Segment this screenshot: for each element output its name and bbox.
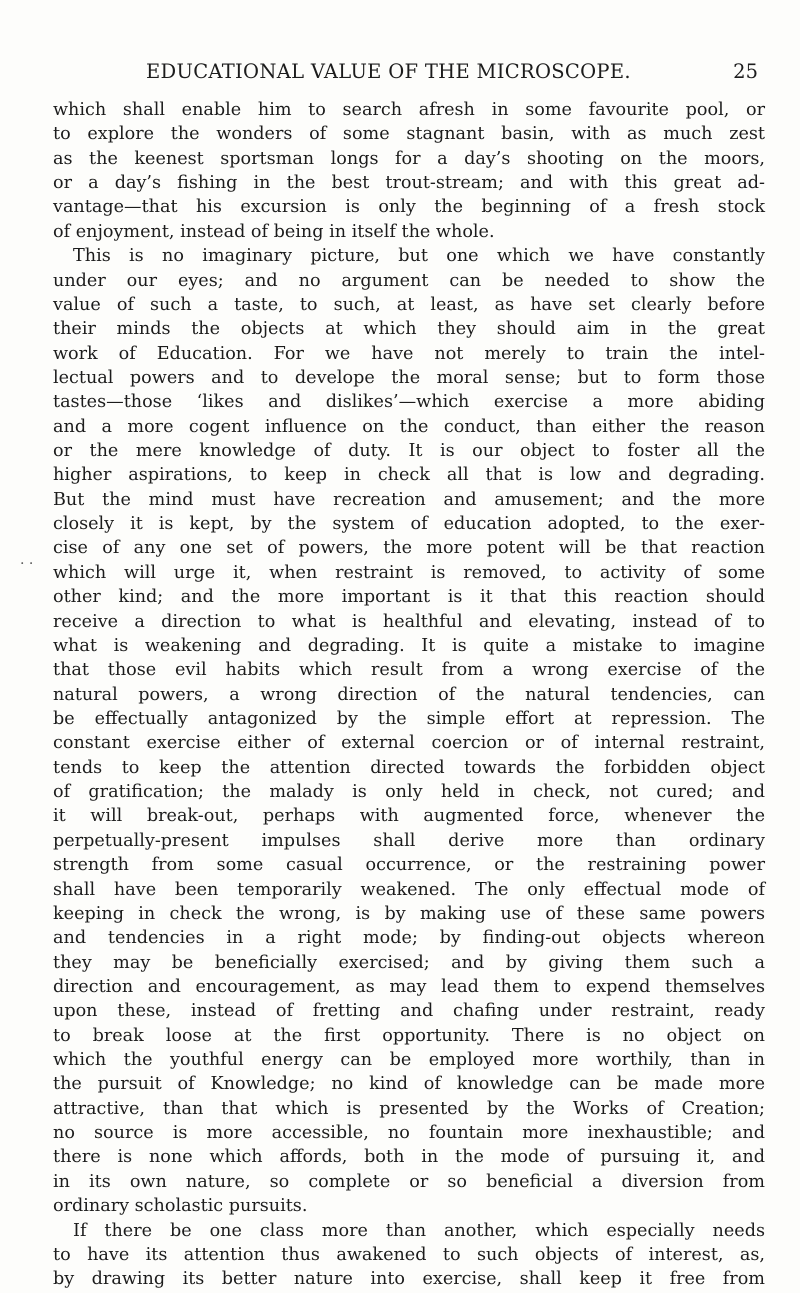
body-text bbox=[53, 98, 765, 1292]
text-line: by drawing its better nature into exercise, shall keep it free from bbox=[53, 1269, 765, 1290]
text-line: natural powers, a wrong direction of the natural tendencies, can bbox=[53, 684, 765, 705]
text-line: to explore the wonders of some stagnant basin, with as much zest bbox=[53, 124, 765, 145]
text-line: ordinary scholastic pursuits. bbox=[53, 1196, 308, 1217]
text-line: and tendencies in a right mode; by finding-out objects whereon bbox=[53, 928, 765, 949]
text-line: keeping in check the wrong, is by making use of these same powers bbox=[53, 903, 765, 924]
running-head bbox=[146, 60, 758, 84]
text-line: which will urge it, when restraint is removed, to activity of some bbox=[53, 562, 765, 583]
text-line: lectual powers and to develope the moral sense; but to form those bbox=[53, 367, 765, 388]
text-line: which the youthful energy can be employed more worthily, than in bbox=[53, 1050, 765, 1071]
text-line: of gratification; the malady is only held in check, not cured; and bbox=[53, 782, 765, 803]
text-line: no source is more accessible, no fountain more inexhaustible; and bbox=[53, 1123, 765, 1144]
text-line: as the keenest sportsman longs for a day’s shooting on the moors, bbox=[53, 148, 765, 169]
text-line: be effectually antagonized by the simple effort at repression. The bbox=[53, 708, 765, 729]
text-line: it will break-out, perhaps with augmented force, whenever the bbox=[53, 806, 765, 827]
text-line: that those evil habits which result from a wrong exercise of the bbox=[53, 660, 765, 681]
text-line: strength from some casual occurrence, or the restraining power bbox=[53, 855, 765, 876]
text-line: in its own nature, so complete or so beneficial a diversion from bbox=[53, 1171, 765, 1192]
text-line: to have its attention thus awakened to such objects of interest, as, bbox=[53, 1244, 765, 1265]
text-line: This is no imaginary picture, but one which we have constantly bbox=[73, 246, 765, 267]
text-line: of enjoyment, instead of being in itself the whole. bbox=[53, 221, 495, 242]
text-line: or the mere knowledge of duty. It is our object to foster all the bbox=[53, 441, 765, 462]
text-line: If there be one class more than another, which especially needs bbox=[73, 1220, 765, 1241]
text-line: perpetually-present impulses shall derive more than ordinary bbox=[53, 830, 765, 851]
text-line: and a more cogent influence on the conduct, than either the reason bbox=[53, 416, 765, 437]
text-line: receive a direction to what is healthful and elevating, instead of to bbox=[53, 611, 765, 632]
text-line: constant exercise either of external coercion or of internal restraint, bbox=[53, 733, 765, 754]
margin-mark: . . bbox=[20, 552, 34, 568]
text-line: closely it is kept, by the system of education adopted, to the exer- bbox=[53, 514, 765, 535]
text-line: which shall enable him to search afresh in some favourite pool, or bbox=[53, 100, 765, 120]
text-line: their minds the objects at which they should aim in the great bbox=[53, 319, 765, 340]
text-line: other kind; and the more important is it that this reaction should bbox=[53, 587, 765, 608]
text-line: under our eyes; and no argument can be needed to show the bbox=[53, 270, 765, 291]
text-line: the pursuit of Knowledge; no kind of knowledge can be made more bbox=[53, 1074, 765, 1095]
text-line: value of such a taste, to such, at least, as have set clearly before bbox=[53, 294, 765, 315]
text-line: higher aspirations, to keep in check all that is low and degrading. bbox=[53, 465, 765, 486]
text-line: vantage—that his excursion is only the beginning of a fresh stock bbox=[53, 197, 765, 218]
text-line: upon these, instead of fretting and chafing under restraint, ready bbox=[53, 1001, 765, 1022]
text-line: they may be beneficially exercised; and by giving them such a bbox=[53, 952, 765, 973]
text-line: to break loose at the first opportunity. There is no object on bbox=[53, 1025, 765, 1046]
text-line: what is weakening and degrading. It is quite a mistake to imagine bbox=[53, 635, 765, 656]
text-line: But the mind must have recreation and amusement; and the more bbox=[53, 489, 765, 510]
text-line: or a day’s fishing in the best trout-stream; and with this great ad- bbox=[53, 173, 765, 194]
text-line: attractive, than that which is presented by the Works of Creation; bbox=[53, 1098, 765, 1119]
text-line: work of Education. For we have not merely to train the intel- bbox=[53, 343, 765, 364]
text-line: tends to keep the attention directed towards the forbidden object bbox=[53, 757, 765, 778]
page-number: 25 bbox=[733, 60, 758, 83]
text-line: tastes—those ‘likes and dislikes’—which exercise a more abiding bbox=[53, 392, 765, 413]
header-title: EDUCATIONAL VALUE OF THE MICROSCOPE. bbox=[146, 60, 631, 83]
text-line: cise of any one set of powers, the more potent will be that reaction bbox=[53, 538, 765, 559]
text-line: direction and encouragement, as may lead them to expend themselves bbox=[53, 976, 765, 997]
text-line: shall have been temporarily weakened. The only effectual mode of bbox=[53, 879, 765, 900]
text-line: there is none which affords, both in the mode of pursuing it, and bbox=[53, 1147, 765, 1168]
